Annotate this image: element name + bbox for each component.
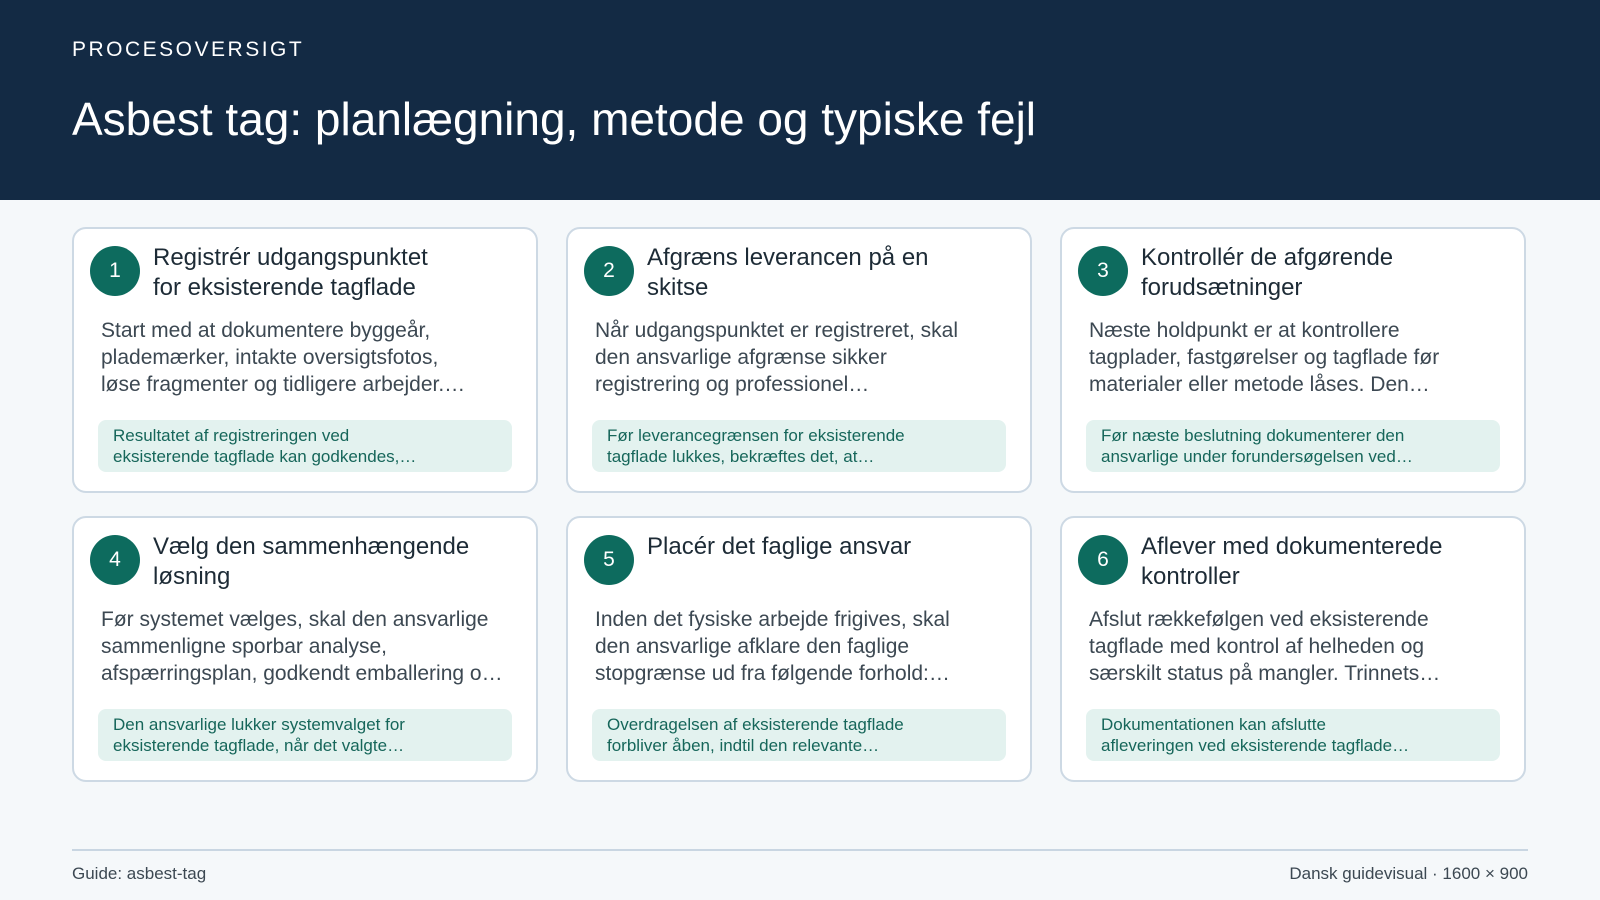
step-title-line: løsning — [153, 563, 231, 590]
step-note-line: Før leverancegrænsen for eksisterende — [607, 426, 905, 445]
step-card-2 — [566, 227, 1032, 493]
step-description-line: særskilt status på mangler. Trinnets… — [1089, 662, 1441, 685]
step-card-6 — [1060, 516, 1526, 782]
step-number-badge: 1 — [90, 246, 140, 296]
step-note-line: Dokumentationen kan afslutte — [1101, 715, 1326, 734]
step-note — [1086, 420, 1500, 472]
step-note-line: afleveringen ved eksisterende tagflade… — [1101, 736, 1410, 755]
step-title — [1141, 243, 1500, 303]
step-number-badge: 5 — [584, 535, 634, 585]
step-title-line: Kontrollér de afgørende — [1141, 244, 1394, 271]
step-title — [153, 243, 512, 303]
step-description-line: tagplader, fastgørelser og tagflade før — [1089, 346, 1440, 369]
step-number-badge: 6 — [1078, 535, 1128, 585]
step-note-line: ansvarlige under forundersøgelsen ved… — [1101, 447, 1413, 466]
eyebrow-label: PROCESOVERSIGT — [72, 38, 305, 61]
step-title-line: skitse — [647, 274, 709, 301]
step-note-line: eksisterende tagflade, når det valgte… — [113, 736, 405, 755]
step-description-line: materialer eller metode låses. Den… — [1089, 373, 1430, 396]
step-description-line: Afslut rækkefølgen ved eksisterende — [1089, 608, 1429, 631]
step-description-line: den ansvarlige afgrænse sikker — [595, 346, 887, 369]
footer-guide-label: Guide: asbest-tag — [72, 864, 207, 883]
step-description — [101, 606, 520, 687]
footer-divider — [72, 849, 1528, 851]
step-description-line: registrering og professionel… — [595, 373, 870, 396]
step-number-badge: 2 — [584, 246, 634, 296]
step-title-line: Aflever med dokumenterede — [1141, 533, 1443, 560]
step-number-badge: 4 — [90, 535, 140, 585]
step-grid — [72, 227, 1528, 782]
step-description-line: tagflade med kontrol af helheden og — [1089, 635, 1425, 658]
step-title-line: Placér det faglige ansvar — [647, 533, 912, 560]
step-title-line: kontroller — [1141, 563, 1240, 590]
step-description-line: Før systemet vælges, skal den ansvarlige — [101, 608, 489, 631]
step-note-line: Før næste beslutning dokumenterer den — [1101, 426, 1405, 445]
step-title — [1141, 532, 1500, 592]
step-card-3 — [1060, 227, 1526, 493]
step-note — [592, 709, 1006, 761]
step-note-line: Den ansvarlige lukker systemvalget for — [113, 715, 405, 734]
step-note-line: eksisterende tagflade kan godkendes,… — [113, 447, 417, 466]
step-title-line: forudsætninger — [1141, 274, 1303, 301]
step-description — [595, 606, 1014, 687]
step-card-5 — [566, 516, 1032, 782]
step-description — [1089, 317, 1508, 398]
step-number-badge: 3 — [1078, 246, 1128, 296]
step-description — [595, 317, 1014, 398]
step-title — [153, 532, 512, 592]
page-title: Asbest tag: planlægning, metode og typiske fejl — [72, 93, 1037, 145]
step-title-line: Afgræns leverancen på en — [647, 244, 929, 271]
step-note-line: Resultatet af registreringen ved — [113, 426, 350, 445]
step-description — [1089, 606, 1508, 687]
step-title-line: Registrér udgangspunktet — [153, 244, 428, 271]
step-note-line: forbliver åben, indtil den relevante… — [607, 736, 880, 755]
step-description-line: den ansvarlige afklare den faglige — [595, 635, 910, 658]
step-description-line: Når udgangspunktet er registreret, skal — [595, 319, 959, 342]
step-description-line: Inden det fysiske arbejde frigives, skal — [595, 608, 950, 631]
footer-meta-label: Dansk guidevisual · 1600 × 900 — [1289, 864, 1528, 883]
step-card-4 — [72, 516, 538, 782]
step-description-line: Start med at dokumentere byggeår, — [101, 319, 431, 342]
step-note — [98, 420, 512, 472]
page-header — [0, 0, 1600, 200]
step-title — [647, 532, 1006, 562]
step-note — [1086, 709, 1500, 761]
step-description-line: Næste holdpunkt er at kontrollere — [1089, 319, 1400, 342]
step-description-line: stopgrænse ud fra følgende forhold:… — [595, 662, 950, 685]
step-description — [101, 317, 520, 398]
step-note — [592, 420, 1006, 472]
step-description-line: afspærringsplan, godkendt emballering o… — [101, 662, 503, 685]
step-note-line: tagflade lukkes, bekræftes det, at… — [607, 447, 875, 466]
step-title-line: Vælg den sammenhængende — [153, 533, 470, 560]
step-description-line: plademærker, intakte oversigtsfotos, — [101, 346, 439, 369]
step-note-line: Overdragelsen af eksisterende tagflade — [607, 715, 904, 734]
step-card-1 — [72, 227, 538, 493]
step-description-line: sammenligne sporbar analyse, — [101, 635, 387, 658]
step-note — [98, 709, 512, 761]
step-description-line: løse fragmenter og tidligere arbejder.… — [101, 373, 466, 396]
step-title — [647, 243, 1006, 303]
step-title-line: for eksisterende tagflade — [153, 274, 416, 301]
